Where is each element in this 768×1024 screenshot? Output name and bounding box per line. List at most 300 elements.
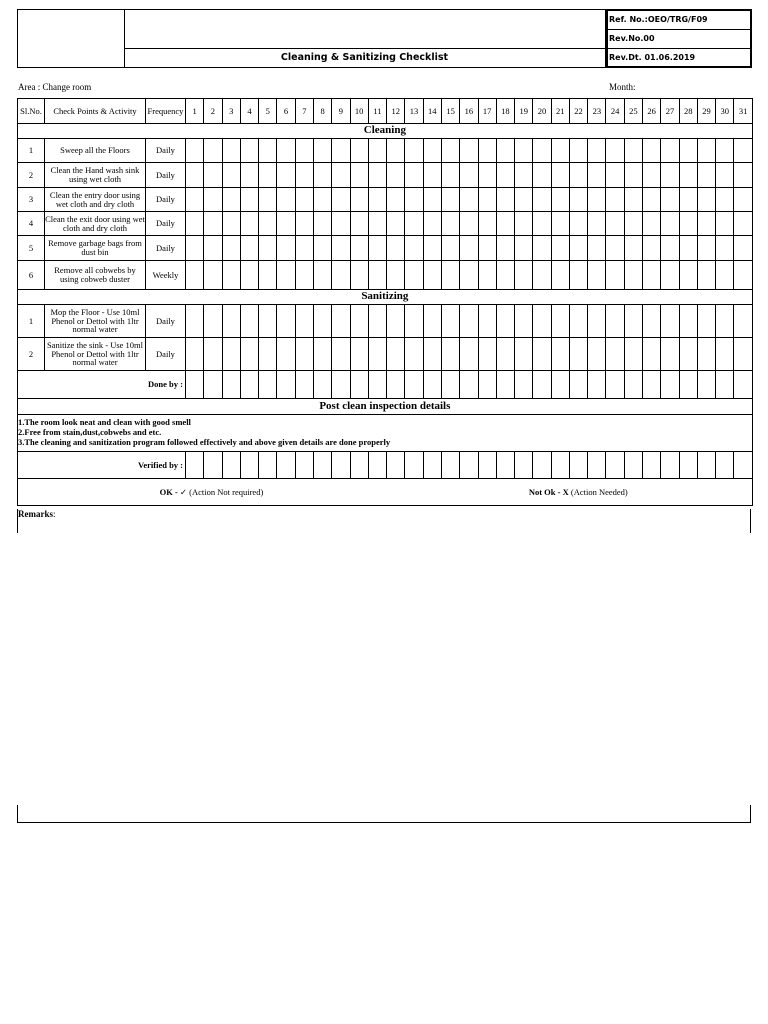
verified-by-cell[interactable] [277,452,295,479]
check-cell[interactable] [277,236,295,261]
check-cell[interactable] [423,338,441,371]
check-cell[interactable] [716,236,734,261]
check-cell[interactable] [643,212,661,236]
check-cell[interactable] [204,338,222,371]
check-cell[interactable] [661,188,679,212]
check-cell[interactable] [204,188,222,212]
verified-by-cell[interactable] [588,452,606,479]
check-cell[interactable] [588,212,606,236]
check-cell[interactable] [624,188,642,212]
check-cell[interactable] [295,212,313,236]
done-by-cell[interactable] [186,371,204,399]
verified-by-cell[interactable] [606,452,624,479]
check-cell[interactable] [441,305,459,338]
check-cell[interactable] [405,212,423,236]
check-cell[interactable] [679,163,697,188]
check-cell[interactable] [186,188,204,212]
check-cell[interactable] [441,338,459,371]
done-by-cell[interactable] [240,371,258,399]
check-cell[interactable] [496,236,514,261]
check-cell[interactable] [313,188,331,212]
check-cell[interactable] [259,261,277,290]
check-cell[interactable] [679,212,697,236]
check-cell[interactable] [441,139,459,163]
check-cell[interactable] [332,236,350,261]
check-cell[interactable] [460,338,478,371]
check-cell[interactable] [441,212,459,236]
check-cell[interactable] [295,305,313,338]
check-cell[interactable] [569,188,587,212]
check-cell[interactable] [478,163,496,188]
check-cell[interactable] [332,163,350,188]
check-cell[interactable] [643,188,661,212]
check-cell[interactable] [551,212,569,236]
verified-by-cell[interactable] [478,452,496,479]
check-cell[interactable] [387,212,405,236]
check-cell[interactable] [569,163,587,188]
check-cell[interactable] [679,261,697,290]
check-cell[interactable] [332,305,350,338]
check-cell[interactable] [533,338,551,371]
check-cell[interactable] [222,139,240,163]
check-cell[interactable] [569,261,587,290]
check-cell[interactable] [277,305,295,338]
check-cell[interactable] [679,338,697,371]
check-cell[interactable] [350,305,368,338]
done-by-cell[interactable] [295,371,313,399]
verified-by-cell[interactable] [423,452,441,479]
check-cell[interactable] [697,305,715,338]
verified-by-cell[interactable] [460,452,478,479]
check-cell[interactable] [734,212,752,236]
check-cell[interactable] [734,163,752,188]
verified-by-cell[interactable] [368,452,386,479]
check-cell[interactable] [441,188,459,212]
check-cell[interactable] [643,261,661,290]
check-cell[interactable] [405,139,423,163]
check-cell[interactable] [533,212,551,236]
check-cell[interactable] [387,188,405,212]
check-cell[interactable] [222,163,240,188]
check-cell[interactable] [661,338,679,371]
check-cell[interactable] [533,163,551,188]
check-cell[interactable] [186,305,204,338]
verified-by-cell[interactable] [624,452,642,479]
done-by-cell[interactable] [679,371,697,399]
check-cell[interactable] [423,212,441,236]
done-by-cell[interactable] [697,371,715,399]
check-cell[interactable] [734,139,752,163]
check-cell[interactable] [606,338,624,371]
check-cell[interactable] [661,261,679,290]
check-cell[interactable] [716,188,734,212]
done-by-cell[interactable] [533,371,551,399]
verified-by-cell[interactable] [313,452,331,479]
check-cell[interactable] [624,212,642,236]
done-by-cell[interactable] [569,371,587,399]
check-cell[interactable] [515,188,533,212]
check-cell[interactable] [551,188,569,212]
check-cell[interactable] [186,139,204,163]
check-cell[interactable] [295,236,313,261]
check-cell[interactable] [606,163,624,188]
verified-by-cell[interactable] [533,452,551,479]
check-cell[interactable] [423,188,441,212]
check-cell[interactable] [515,139,533,163]
check-cell[interactable] [515,212,533,236]
check-cell[interactable] [240,261,258,290]
check-cell[interactable] [515,338,533,371]
check-cell[interactable] [204,236,222,261]
check-cell[interactable] [277,188,295,212]
check-cell[interactable] [204,261,222,290]
check-cell[interactable] [222,188,240,212]
check-cell[interactable] [204,139,222,163]
check-cell[interactable] [313,212,331,236]
check-cell[interactable] [478,212,496,236]
done-by-cell[interactable] [460,371,478,399]
verified-by-cell[interactable] [643,452,661,479]
check-cell[interactable] [240,163,258,188]
check-cell[interactable] [222,212,240,236]
verified-by-cell[interactable] [679,452,697,479]
check-cell[interactable] [679,139,697,163]
check-cell[interactable] [259,338,277,371]
check-cell[interactable] [186,212,204,236]
done-by-cell[interactable] [387,371,405,399]
check-cell[interactable] [515,163,533,188]
check-cell[interactable] [332,212,350,236]
check-cell[interactable] [624,163,642,188]
done-by-cell[interactable] [515,371,533,399]
check-cell[interactable] [496,163,514,188]
check-cell[interactable] [606,261,624,290]
check-cell[interactable] [277,261,295,290]
check-cell[interactable] [240,236,258,261]
check-cell[interactable] [606,188,624,212]
check-cell[interactable] [716,261,734,290]
check-cell[interactable] [478,305,496,338]
check-cell[interactable] [332,188,350,212]
check-cell[interactable] [240,305,258,338]
check-cell[interactable] [259,212,277,236]
check-cell[interactable] [259,236,277,261]
done-by-cell[interactable] [423,371,441,399]
check-cell[interactable] [478,338,496,371]
check-cell[interactable] [332,139,350,163]
check-cell[interactable] [734,188,752,212]
check-cell[interactable] [350,338,368,371]
done-by-cell[interactable] [606,371,624,399]
verified-by-cell[interactable] [441,452,459,479]
check-cell[interactable] [679,188,697,212]
verified-by-cell[interactable] [405,452,423,479]
check-cell[interactable] [551,236,569,261]
check-cell[interactable] [460,139,478,163]
check-cell[interactable] [423,163,441,188]
check-cell[interactable] [478,188,496,212]
check-cell[interactable] [588,188,606,212]
verified-by-cell[interactable] [496,452,514,479]
check-cell[interactable] [624,338,642,371]
check-cell[interactable] [679,236,697,261]
verified-by-cell[interactable] [697,452,715,479]
verified-by-cell[interactable] [661,452,679,479]
check-cell[interactable] [222,338,240,371]
done-by-cell[interactable] [277,371,295,399]
check-cell[interactable] [569,236,587,261]
verified-by-cell[interactable] [186,452,204,479]
check-cell[interactable] [368,261,386,290]
check-cell[interactable] [295,139,313,163]
check-cell[interactable] [259,139,277,163]
check-cell[interactable] [588,261,606,290]
check-cell[interactable] [186,236,204,261]
check-cell[interactable] [387,338,405,371]
check-cell[interactable] [405,163,423,188]
check-cell[interactable] [423,261,441,290]
check-cell[interactable] [405,261,423,290]
check-cell[interactable] [478,236,496,261]
check-cell[interactable] [533,236,551,261]
verified-by-cell[interactable] [716,452,734,479]
check-cell[interactable] [496,188,514,212]
verified-by-cell[interactable] [295,452,313,479]
check-cell[interactable] [588,305,606,338]
check-cell[interactable] [551,139,569,163]
check-cell[interactable] [588,163,606,188]
check-cell[interactable] [460,305,478,338]
check-cell[interactable] [460,261,478,290]
check-cell[interactable] [569,305,587,338]
check-cell[interactable] [350,188,368,212]
check-cell[interactable] [368,338,386,371]
check-cell[interactable] [569,139,587,163]
verified-by-cell[interactable] [734,452,752,479]
check-cell[interactable] [697,163,715,188]
check-cell[interactable] [679,305,697,338]
check-cell[interactable] [588,139,606,163]
check-cell[interactable] [515,305,533,338]
done-by-cell[interactable] [716,371,734,399]
check-cell[interactable] [460,212,478,236]
check-cell[interactable] [643,338,661,371]
check-cell[interactable] [588,236,606,261]
check-cell[interactable] [734,236,752,261]
check-cell[interactable] [295,188,313,212]
check-cell[interactable] [405,236,423,261]
check-cell[interactable] [533,139,551,163]
done-by-cell[interactable] [661,371,679,399]
check-cell[interactable] [551,338,569,371]
check-cell[interactable] [259,188,277,212]
check-cell[interactable] [533,305,551,338]
check-cell[interactable] [313,139,331,163]
check-cell[interactable] [606,139,624,163]
check-cell[interactable] [496,338,514,371]
done-by-cell[interactable] [734,371,752,399]
check-cell[interactable] [277,163,295,188]
check-cell[interactable] [496,261,514,290]
check-cell[interactable] [350,163,368,188]
check-cell[interactable] [697,261,715,290]
check-cell[interactable] [387,261,405,290]
check-cell[interactable] [716,305,734,338]
done-by-cell[interactable] [204,371,222,399]
check-cell[interactable] [387,163,405,188]
check-cell[interactable] [515,261,533,290]
check-cell[interactable] [716,338,734,371]
check-cell[interactable] [387,139,405,163]
check-cell[interactable] [277,139,295,163]
check-cell[interactable] [368,305,386,338]
verified-by-cell[interactable] [387,452,405,479]
check-cell[interactable] [387,305,405,338]
verified-by-cell[interactable] [332,452,350,479]
check-cell[interactable] [277,338,295,371]
check-cell[interactable] [313,163,331,188]
verified-by-cell[interactable] [222,452,240,479]
check-cell[interactable] [204,305,222,338]
verified-by-cell[interactable] [259,452,277,479]
verified-by-cell[interactable] [240,452,258,479]
done-by-cell[interactable] [222,371,240,399]
check-cell[interactable] [240,212,258,236]
check-cell[interactable] [697,236,715,261]
check-cell[interactable] [643,139,661,163]
check-cell[interactable] [716,163,734,188]
check-cell[interactable] [624,305,642,338]
check-cell[interactable] [624,261,642,290]
check-cell[interactable] [423,305,441,338]
check-cell[interactable] [405,188,423,212]
check-cell[interactable] [551,261,569,290]
verified-by-cell[interactable] [551,452,569,479]
done-by-cell[interactable] [332,371,350,399]
check-cell[interactable] [496,305,514,338]
check-cell[interactable] [661,212,679,236]
check-cell[interactable] [716,212,734,236]
check-cell[interactable] [222,305,240,338]
check-cell[interactable] [661,163,679,188]
done-by-cell[interactable] [405,371,423,399]
check-cell[interactable] [222,261,240,290]
done-by-cell[interactable] [350,371,368,399]
check-cell[interactable] [624,139,642,163]
check-cell[interactable] [734,305,752,338]
check-cell[interactable] [259,163,277,188]
verified-by-cell[interactable] [515,452,533,479]
check-cell[interactable] [624,236,642,261]
check-cell[interactable] [259,305,277,338]
check-cell[interactable] [533,188,551,212]
check-cell[interactable] [734,338,752,371]
check-cell[interactable] [460,163,478,188]
check-cell[interactable] [368,236,386,261]
check-cell[interactable] [496,139,514,163]
check-cell[interactable] [734,261,752,290]
check-cell[interactable] [295,163,313,188]
check-cell[interactable] [460,188,478,212]
done-by-cell[interactable] [478,371,496,399]
done-by-cell[interactable] [643,371,661,399]
check-cell[interactable] [240,139,258,163]
check-cell[interactable] [295,261,313,290]
check-cell[interactable] [350,212,368,236]
check-cell[interactable] [697,188,715,212]
check-cell[interactable] [643,163,661,188]
check-cell[interactable] [551,163,569,188]
check-cell[interactable] [441,236,459,261]
check-cell[interactable] [716,139,734,163]
verified-by-cell[interactable] [350,452,368,479]
check-cell[interactable] [350,261,368,290]
check-cell[interactable] [240,338,258,371]
done-by-cell[interactable] [588,371,606,399]
verified-by-cell[interactable] [569,452,587,479]
check-cell[interactable] [405,305,423,338]
check-cell[interactable] [368,212,386,236]
check-cell[interactable] [515,236,533,261]
check-cell[interactable] [368,188,386,212]
check-cell[interactable] [186,261,204,290]
check-cell[interactable] [222,236,240,261]
check-cell[interactable] [204,163,222,188]
check-cell[interactable] [240,188,258,212]
done-by-cell[interactable] [368,371,386,399]
check-cell[interactable] [277,212,295,236]
check-cell[interactable] [332,338,350,371]
done-by-cell[interactable] [624,371,642,399]
check-cell[interactable] [350,139,368,163]
done-by-cell[interactable] [313,371,331,399]
check-cell[interactable] [478,139,496,163]
check-cell[interactable] [186,338,204,371]
check-cell[interactable] [204,212,222,236]
check-cell[interactable] [496,212,514,236]
check-cell[interactable] [533,261,551,290]
check-cell[interactable] [313,305,331,338]
check-cell[interactable] [368,163,386,188]
check-cell[interactable] [368,139,386,163]
check-cell[interactable] [606,212,624,236]
check-cell[interactable] [697,338,715,371]
check-cell[interactable] [569,212,587,236]
check-cell[interactable] [661,236,679,261]
check-cell[interactable] [350,236,368,261]
check-cell[interactable] [661,139,679,163]
check-cell[interactable] [697,212,715,236]
check-cell[interactable] [661,305,679,338]
done-by-cell[interactable] [259,371,277,399]
check-cell[interactable] [423,236,441,261]
check-cell[interactable] [606,305,624,338]
check-cell[interactable] [551,305,569,338]
check-cell[interactable] [441,163,459,188]
done-by-cell[interactable] [441,371,459,399]
check-cell[interactable] [460,236,478,261]
check-cell[interactable] [423,139,441,163]
check-cell[interactable] [569,338,587,371]
verified-by-cell[interactable] [204,452,222,479]
check-cell[interactable] [387,236,405,261]
check-cell[interactable] [405,338,423,371]
check-cell[interactable] [643,305,661,338]
check-cell[interactable] [441,261,459,290]
check-cell[interactable] [697,139,715,163]
done-by-cell[interactable] [551,371,569,399]
check-cell[interactable] [295,338,313,371]
